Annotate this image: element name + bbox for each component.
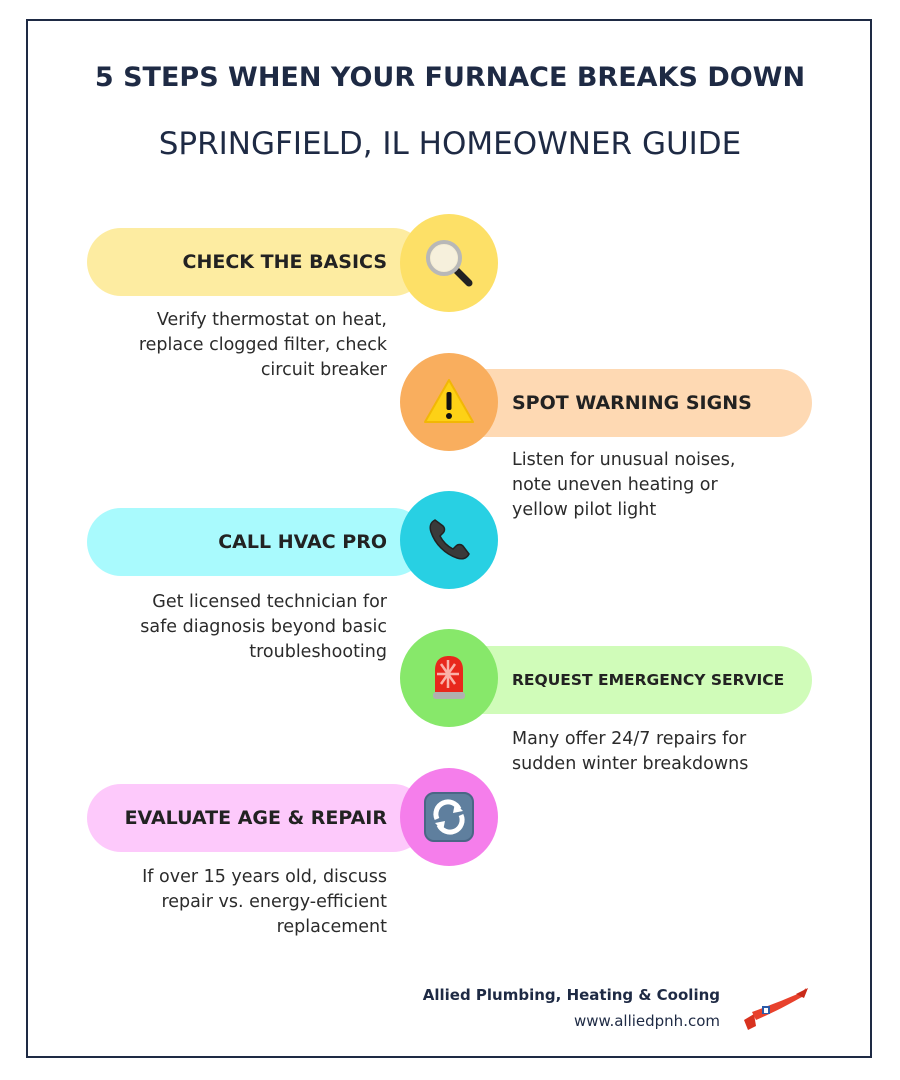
page-title: 5 STEPS WHEN YOUR FURNACE BREAKS DOWN (94, 62, 806, 93)
company-url[interactable]: www.alliedpnh.com (574, 1012, 720, 1030)
magnifying-glass-icon (421, 235, 477, 291)
page-subtitle: SPRINGFIELD, IL HOMEOWNER GUIDE (158, 126, 742, 162)
ribbon-logo-icon (740, 984, 810, 1034)
step-4-description: Many offer 24/7 repairs for sudden winter breakdowns (512, 729, 749, 774)
step-4-label: REQUEST EMERGENCY SERVICE (512, 671, 785, 689)
step-1-description: Verify thermostat on heat, replace clogged filter, check circuit breaker (138, 310, 387, 380)
step-5-description: If over 15 years old, discuss repair vs. energy-efficient replacement (142, 867, 387, 937)
company-name: Allied Plumbing, Heating & Cooling (422, 986, 720, 1004)
step-1-circle (400, 214, 498, 312)
step-3-circle (400, 491, 498, 589)
refresh-arrows-icon (421, 789, 477, 845)
telephone-icon (421, 512, 477, 568)
siren-light-icon (421, 650, 477, 706)
step-5-circle (400, 768, 498, 866)
step-4-circle (400, 629, 498, 727)
step-5-pill (87, 784, 427, 852)
step-3-label: CALL HVAC PRO (218, 531, 387, 553)
step-2-circle (400, 353, 498, 451)
warning-icon (421, 374, 477, 430)
step-2-description: Listen for unusual noises, note uneven heating or yellow pilot light (512, 450, 736, 520)
step-1-label: CHECK THE BASICS (182, 251, 387, 273)
step-3-description: Get licensed technician for safe diagnosis beyond basic troubleshooting (140, 592, 387, 662)
step-1-pill (87, 228, 427, 296)
step-5-label: EVALUATE AGE & REPAIR (124, 807, 387, 829)
step-2-label: SPOT WARNING SIGNS (512, 392, 752, 414)
step-3-pill (87, 508, 427, 576)
